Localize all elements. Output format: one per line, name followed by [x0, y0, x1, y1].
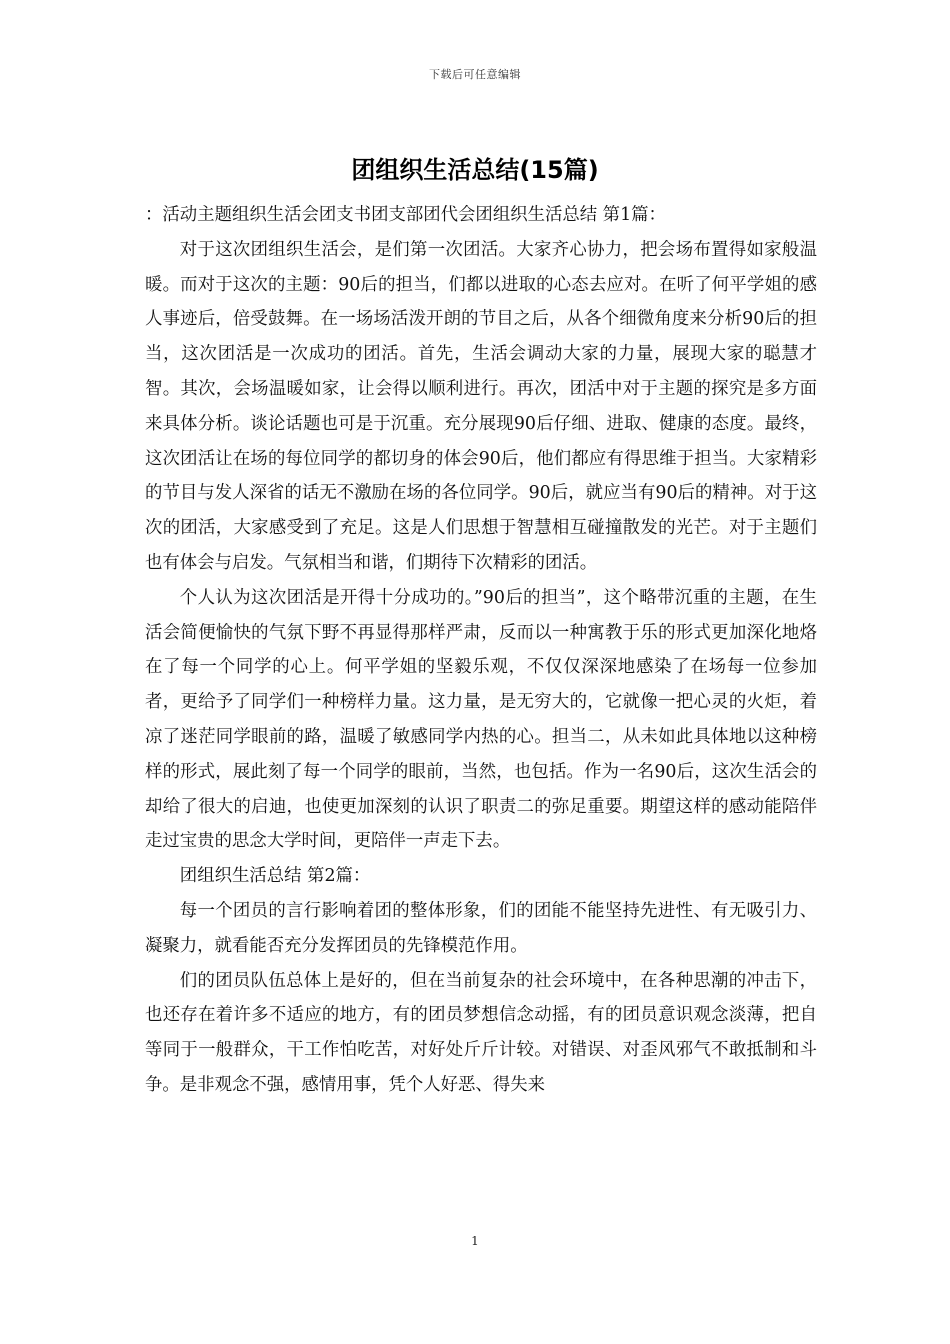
- paragraph: 们的团员队伍总体上是好的，但在当前复杂的社会环境中，在各种思潮的冲击下，也还存在着许多不适应的地方，有的团员梦想信念动摇，有的团员意识观念淡薄，把自等同于一般群众，干工作怕吃苦，对好处斤斤计较。对错误、对歪风邪气不敢抵制和斗争。是非观念不强，感情用事，凭个人好恶、得失来: [145, 970, 817, 1095]
- paragraph: 每一个团员的言行影响着团的整体形象，们的团能不能坚持先进性、有无吸引力、凝聚力，就看能否充分发挥团员的先锋模范作用。: [145, 900, 817, 956]
- section-heading: 团组织生活总结 第2篇：: [179, 866, 371, 887]
- page-number: 1: [471, 1234, 479, 1248]
- page-header-note: 下载后可任意编辑: [429, 68, 521, 81]
- document-title: 团组织生活总结(15篇): [351, 156, 599, 184]
- paragraph-subtitle: ：活动主题组织生活会团支书团支部团代会团组织生活总结 第1篇：: [145, 205, 666, 225]
- document-body: [145, 198, 817, 1103]
- paragraph: 对于这次团组织生活会，是们第一次团活。大家齐心协力，把会场布置得如家般温暖。而对于这次的主题：90后的担当，们都以进取的心态去应对。在听了何平学姐的感人事迹后，倍受鼓舞。在一场场活泼开朗的节目之后，从各个细微角度来分析90后的担当，这次团活是一次成功的团活。首先，生活会调动大家的力量，展现大家的聪慧才智。其次，会场温暖如家，让会得以顺利进行。再次，团活中对于主题的探究是多方面来具体分析。谈论话题也可是于沉重。充分展现90后仔细、进取、健康的态度。最终，这次团活让在场的每位同学的都切身的体会90后，他们都应有得思维于担当。大家精彩的节目与发人深省的话无不激励在场的各位同学。90后，就应当有90后的精神。对于这次的团活，大家感受到了充足。这是人们思想于智慧相互碰撞散发的光芒。对于主题们也有体会与启发。气氛相当和谐，们期待下次精彩的团活。: [145, 239, 817, 573]
- paragraph: 个人认为这次团活是开得十分成功的。”90后的担当”，这个略带沉重的主题，在生活会简便愉快的气氛下野不再显得那样严肃，反而以一种寓教于乐的形式更加深化地烙在了每一个同学的心上。何平学姐的坚毅乐观，不仅仅深深地感染了在场每一位参加者，更给予了同学们一种榜样力量。这力量，是无穷大的，它就像一把心灵的火炬，着凉了迷茫同学眼前的路，温暖了敏感同学内热的心。担当二，从未如此具体地以这种榜样的形式，展此刻了每一个同学的眼前，当然，也包括。作为一名90后，这次生活会的却给了很大的启迪，也使更加深刻的认识了职责二的弥足重要。期望这样的感动能陪伴走过宝贵的思念大学时间，更陪伴一声走下去。: [145, 587, 817, 852]
